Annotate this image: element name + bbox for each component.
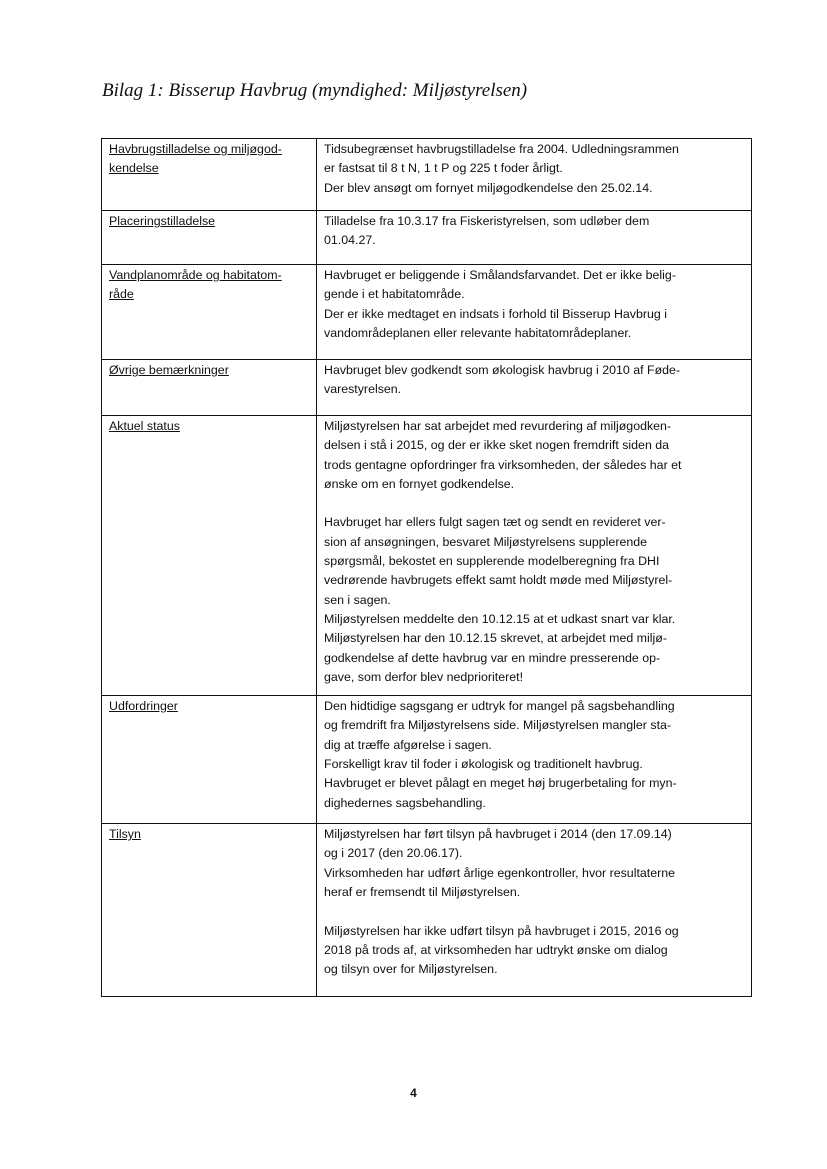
text-line: Miljøstyrelsen meddelte den 10.12.15 at et udkast snart var klar. bbox=[324, 611, 676, 626]
row-text bbox=[317, 360, 752, 416]
label-line: råde bbox=[109, 287, 134, 302]
text-line: sion af ansøgningen, besvaret Miljøstyrelsens supplerende bbox=[324, 534, 648, 549]
label-line: Aktuel status bbox=[109, 419, 180, 433]
text-line: Miljøstyrelsen har sat arbejdet med revurdering af miljøgodken- bbox=[324, 419, 672, 433]
row-label bbox=[102, 696, 317, 824]
row-text bbox=[317, 824, 752, 997]
row-text bbox=[317, 139, 752, 211]
text-line: dig at træffe afgørelse i sagen. bbox=[324, 737, 492, 752]
table-row bbox=[102, 696, 752, 824]
text-line: heraf er fremsendt til Miljøstyrelsen. bbox=[324, 885, 521, 900]
table-row bbox=[102, 360, 752, 416]
text-line: og i 2017 (den 20.06.17). bbox=[324, 846, 463, 861]
label-line: Udfordringer bbox=[109, 699, 178, 714]
text-line: vedrørende havbrugets effekt samt holdt møde med Miljøstyrel- bbox=[324, 573, 673, 588]
text-line: varestyrelsen. bbox=[324, 382, 402, 397]
label-line: Havbrugstilladelse og miljøgod- bbox=[109, 142, 282, 156]
text-line: og fremdrift fra Miljøstyrelsens side. Miljøstyrelsen mangler sta- bbox=[324, 718, 672, 733]
text-line: 01.04.27. bbox=[324, 233, 376, 248]
text-line: delsen i stå i 2015, og der er ikke sket nogen fremdrift siden da bbox=[324, 438, 670, 453]
info-table bbox=[101, 138, 752, 997]
row-label bbox=[102, 265, 317, 360]
label-line: Tilsyn bbox=[109, 827, 141, 842]
text-line: 2018 på trods af, at virksomheden har udtrykt ønske om dialog bbox=[324, 942, 668, 957]
label-line: kendelse bbox=[109, 161, 159, 176]
text-line: trods gentagne opfordringer fra virksomheden, der således har et bbox=[324, 457, 682, 472]
text-line: Havbruget har ellers fulgt sagen tæt og sendt en revideret ver- bbox=[324, 515, 666, 530]
text-line: Miljøstyrelsen har ført tilsyn på havbruget i 2014 (den 17.09.14) bbox=[324, 827, 672, 842]
row-text bbox=[317, 416, 752, 696]
row-label bbox=[102, 416, 317, 696]
row-text bbox=[317, 265, 752, 360]
row-label bbox=[102, 360, 317, 416]
text-line: godkendelse af dette havbrug var en mindre presserende op- bbox=[324, 650, 661, 665]
label-line: Øvrige bemærkninger bbox=[109, 363, 229, 377]
table-row bbox=[102, 265, 752, 360]
text-line: er fastsat til 8 t N, 1 t P og 225 t foder årligt. bbox=[324, 161, 563, 176]
row-text bbox=[317, 211, 752, 265]
row-label bbox=[102, 824, 317, 997]
text-line: Den hidtidige sagsgang er udtryk for mangel på sagsbehandling bbox=[324, 699, 675, 714]
text-line: Der blev ansøgt om fornyet miljøgodkendelse den 25.02.14. bbox=[324, 180, 653, 195]
text-line: Der er ikke medtaget en indsats i forhold til Bisserup Havbrug i bbox=[324, 306, 667, 321]
text-line: Miljøstyrelsen har den 10.12.15 skrevet, at arbejdet med miljø- bbox=[324, 631, 667, 646]
row-label bbox=[102, 211, 317, 265]
row-text bbox=[317, 696, 752, 824]
label-line: Placeringstilladelse bbox=[109, 214, 216, 228]
text-line: gave, som derfor blev nedprioriteret! bbox=[324, 669, 524, 684]
table-row bbox=[102, 139, 752, 211]
text-line: Tilladelse fra 10.3.17 fra Fiskeristyrelsen, som udløber dem bbox=[324, 214, 650, 228]
text-line: Forskelligt krav til foder i økologisk og traditionelt havbrug. bbox=[324, 757, 643, 772]
text-line: Tidsubegrænset havbrugstilladelse fra 2004. Udledningsrammen bbox=[324, 142, 679, 156]
text-line: Miljøstyrelsen har ikke udført tilsyn på havbruget i 2015, 2016 og bbox=[324, 923, 679, 938]
page-title: Bilag 1: Bisserup Havbrug (myndighed: Miljøstyrelsen) bbox=[102, 80, 528, 101]
text-line: Havbruget er beliggende i Smålandsfarvandet. Det er ikke belig- bbox=[324, 268, 676, 282]
table-row bbox=[102, 211, 752, 265]
text-line: og tilsyn over for Miljøstyrelsen. bbox=[324, 962, 498, 977]
row-label bbox=[102, 139, 317, 211]
text-line: sen i sagen. bbox=[324, 592, 391, 607]
text-line: ønske om en fornyet godkendelse. bbox=[324, 476, 515, 491]
text-line: gende i et habitatområde. bbox=[324, 287, 465, 302]
paragraph-gap bbox=[324, 494, 745, 513]
table-row bbox=[102, 824, 752, 997]
text-line: Virksomheden har udført årlige egenkontroller, hvor resultaterne bbox=[324, 865, 676, 880]
text-line: Havbruget blev godkendt som økologisk havbrug i 2010 af Føde- bbox=[324, 363, 681, 377]
text-line: spørgsmål, bekostet en supplerende modelberegning fra DHI bbox=[324, 554, 660, 569]
text-line: Havbruget er blevet pålagt en meget høj brugerbetaling for myn- bbox=[324, 776, 677, 791]
page-number: 4 bbox=[410, 1086, 417, 1100]
label-line: Vandplanområde og habitatom- bbox=[109, 268, 282, 282]
text-line: vandområdeplanen eller relevante habitatområdeplaner. bbox=[324, 325, 632, 340]
text-line: dighedernes sagsbehandling. bbox=[324, 795, 486, 810]
table-row bbox=[102, 416, 752, 696]
paragraph-gap bbox=[324, 902, 745, 921]
